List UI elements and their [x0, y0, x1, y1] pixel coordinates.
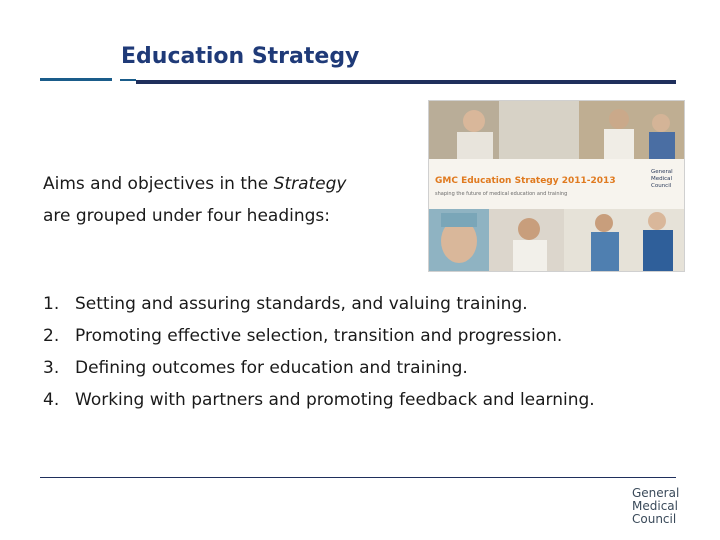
list-item-text: Defining outcomes for education and training. — [75, 358, 468, 378]
strategy-cover-image — [428, 100, 685, 272]
logo-line2: Medical — [632, 499, 678, 513]
slide-title: Education Strategy — [121, 44, 360, 69]
list-item — [43, 288, 595, 320]
logo-line3: Council — [632, 512, 677, 526]
cover-heading: GMC Education Strategy 2011-2013 — [435, 176, 616, 186]
footer-rule — [40, 477, 676, 478]
list-item — [43, 352, 595, 384]
list-item-text: Working with partners and promoting feedback and learning. — [75, 390, 595, 410]
cover-logo-line2: Medical — [651, 176, 673, 182]
list-item-text: Promoting effective selection, transition and progression. — [75, 326, 563, 346]
intro-line2: are grouped under four headings: — [43, 206, 330, 226]
list-item-number: 3. — [43, 358, 60, 378]
cover-logo-line3: Council — [651, 183, 672, 189]
logo-line1: General — [632, 486, 680, 500]
intro-text — [43, 168, 347, 232]
headings-list — [43, 288, 595, 416]
list-item-number: 2. — [43, 326, 60, 346]
title-rule-long — [136, 80, 676, 84]
title-rule-mid — [120, 79, 136, 81]
list-item-number: 1. — [43, 294, 60, 314]
list-item-text: Setting and assuring standards, and valuing training. — [75, 294, 528, 314]
intro-line1-italic: Strategy — [273, 174, 347, 194]
gmc-logo — [632, 487, 679, 526]
cover-subheading: shaping the future of medical education and training — [435, 191, 568, 197]
list-item — [43, 320, 595, 352]
intro-line1-prefix: Aims and objectives in the — [43, 174, 274, 194]
cover-logo-line1: General — [651, 169, 673, 175]
title-rule-short — [40, 78, 112, 81]
list-item — [43, 384, 595, 416]
list-item-number: 4. — [43, 390, 60, 410]
